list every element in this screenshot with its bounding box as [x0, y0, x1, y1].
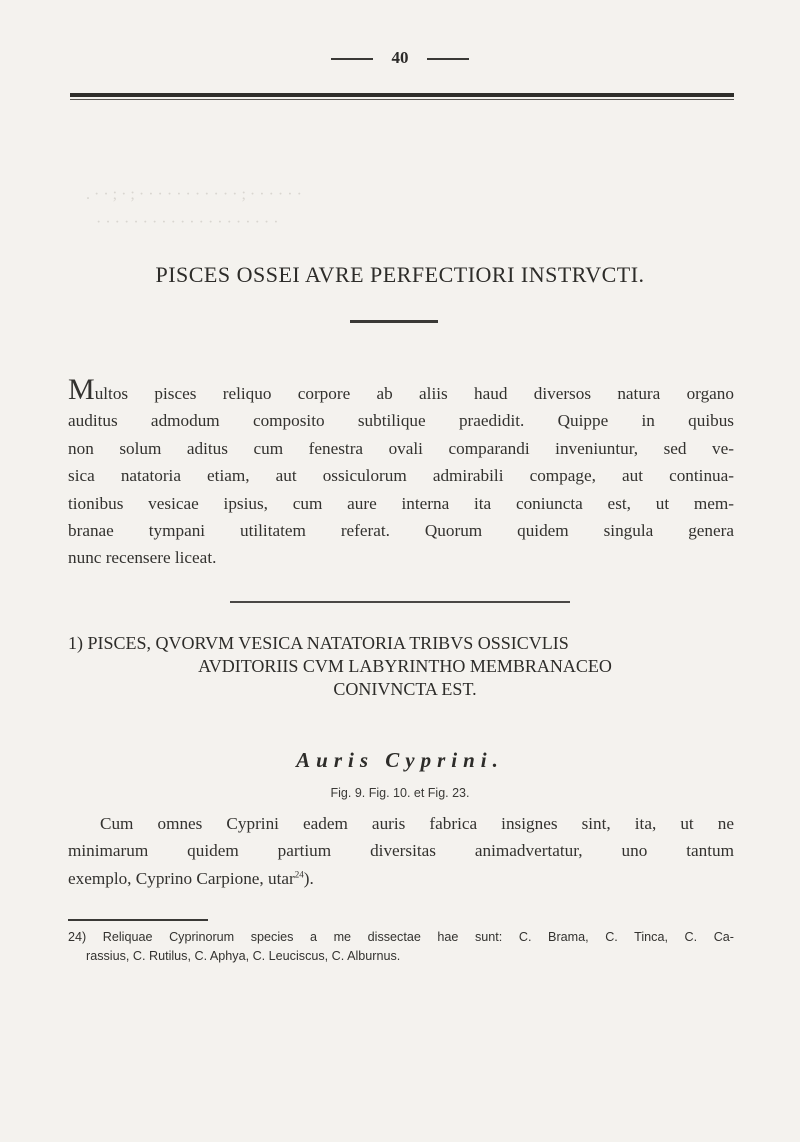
chapter-title: PISCES OSSEI AVRE PERFECTIORI INSTRVCTI.: [155, 262, 645, 287]
section-heading-line-3: CONIVNCTA EST.: [333, 679, 477, 699]
body-paragraph-2: [68, 810, 734, 892]
subheading: Auris Cyprini.: [296, 748, 504, 772]
footnote-line-1: 24) Reliquae Cyprinorum species a me dissectae hae sunt: C. Brama, C. Tinca, C. Ca-: [68, 930, 735, 944]
page-number: 40: [391, 48, 409, 67]
header-dash-right: [427, 58, 469, 60]
header-rule-thin: [70, 99, 734, 100]
footnote-number: 24): [68, 930, 87, 944]
body-paragraph-1: [68, 373, 734, 572]
header-rule-thick: [70, 93, 734, 97]
footnote-rule: [68, 919, 208, 921]
title-rule: [350, 320, 438, 323]
section-heading-line-1: 1) PISCES, QVORVM VESICA NATATORIA TRIBVS OSSICVLIS: [68, 633, 569, 653]
paragraph-line: Multos pisces reliquo corpore ab aliis haud diversos natura organo: [68, 373, 734, 406]
section-number: 1): [68, 633, 83, 653]
figure-reference: Fig. 9. Fig. 10. et Fig. 23.: [330, 786, 470, 800]
header-dash-left: [331, 58, 373, 60]
section-heading-line-2: AVDITORIIS CVM LABYRINTHO MEMBRANACEO: [198, 656, 612, 676]
drop-cap: M: [68, 373, 95, 406]
paragraph-line: nunc recensere liceat.: [68, 548, 217, 568]
footnote-marker[interactable]: 24: [294, 869, 304, 880]
section-rule: [230, 601, 570, 603]
paragraph-line: auditus admodum composito subtilique praedidit. Quippe in quibus: [68, 411, 734, 431]
paragraph-line: tionibus vesicae ipsius, cum aure interna ita coniuncta est, ut mem-: [68, 493, 734, 513]
paragraph-line: sica natatoria etiam, aut ossiculorum admirabili compage, aut continua-: [68, 466, 734, 486]
paragraph-line: Cum omnes Cyprini eadem auris fabrica insignes sint, ita, ut ne: [100, 814, 734, 833]
bleed-through-texture: . · · ; · ; · · · · · · · · · · · ; · · · · · ·: [86, 186, 302, 203]
footnote: [68, 928, 734, 965]
section-heading: [60, 632, 750, 701]
paragraph-line: exemplo, Cyprino Carpione, utar$^{24}$).: [68, 868, 314, 888]
page-header: [0, 48, 800, 68]
paragraph-line: non solum aditus cum fenestra ovali comparandi inveniuntur, sed ve-: [68, 438, 734, 458]
bleed-through-texture: · · · · · · · · · · · · · · · · · · · ·: [96, 214, 279, 231]
footnote-line-2: rassius, C. Rutilus, C. Aphya, C. Leuciscus, C. Alburnus.: [86, 948, 401, 963]
paragraph-line: branae tympani utilitatem referat. Quorum quidem singula genera: [68, 521, 734, 541]
paragraph-line: minimarum quidem partium diversitas animadvertatur, uno tantum: [68, 841, 734, 861]
